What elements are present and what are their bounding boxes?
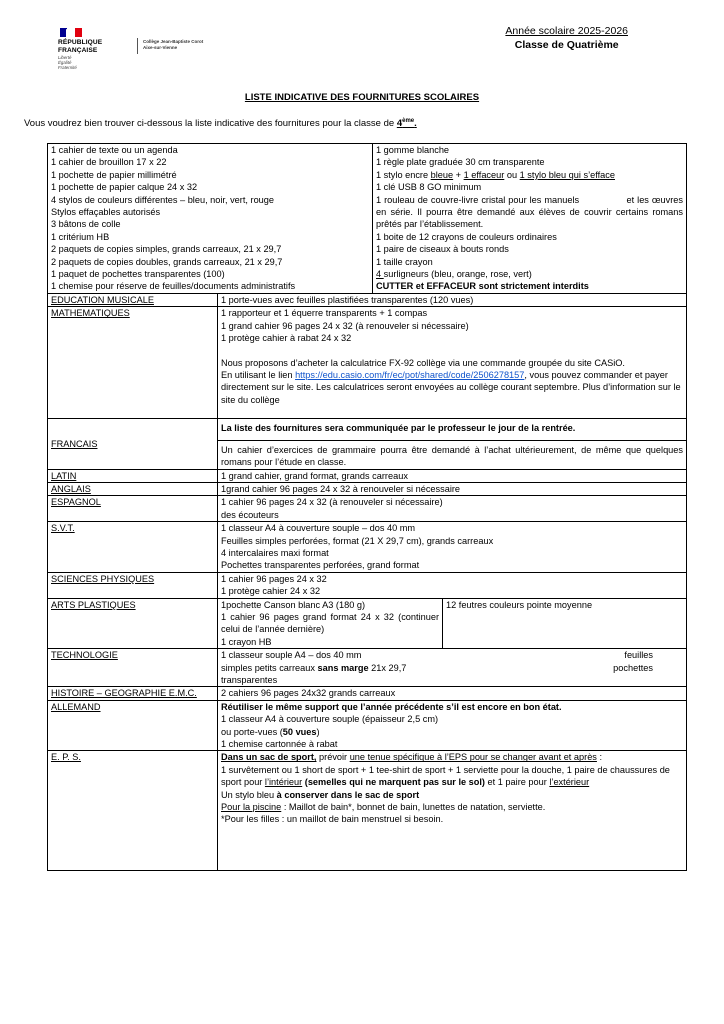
marianne-icon xyxy=(60,28,82,37)
subject-eps: E. P. S. xyxy=(48,751,218,871)
supplies-anglais: 1grand cahier 96 pages 24 x 32 à renouveler si nécessaire xyxy=(218,482,687,495)
supplies-allemand: Réutiliser le même support que l’année précédente s’il est encore en bon état. 1 classeur A4 à couverture souple (épaisseur 2,5 cm) ou porte-vues (50 vues) 1 chemise cartonnée à rabat xyxy=(218,700,687,751)
school-year: Année scolaire 2025-2026 xyxy=(505,25,628,37)
table-row xyxy=(48,469,687,482)
subject-musique: EDUCATION MUSICALE xyxy=(48,293,218,306)
list-item: 1 règle plate graduée 30 cm transparente xyxy=(376,157,545,168)
college-name: Collège Jean-Baptiste Corot Aixe-sur-Vienne xyxy=(143,39,204,50)
subject-latin: LATIN xyxy=(48,469,218,482)
subject-svt: S.V.T. xyxy=(48,522,218,573)
list-item: 1 gomme blanche xyxy=(376,145,450,155)
general-right xyxy=(373,144,687,293)
intro: Vous voudrez bien trouver ci-dessous la liste indicative des fournitures pour la classe de 4ème. xyxy=(24,118,417,130)
supplies-table xyxy=(47,143,687,871)
table-row xyxy=(48,482,687,495)
list-item: 2 paquets de copies doubles, grands carreaux, 21 x 29,7 xyxy=(51,256,283,267)
list-item: 1 pochette de papier calque 24 x 32 xyxy=(51,182,198,193)
header-right xyxy=(505,24,628,52)
supplies-histoire: 2 cahiers 96 pages 24x32 grands carreaux xyxy=(218,687,687,700)
table-row xyxy=(48,598,687,649)
list-item: 1 paquet de pochettes transparentes (100) xyxy=(51,269,225,280)
list-item: Stylos effaçables autorisés xyxy=(51,207,161,218)
table-row xyxy=(48,307,687,419)
table-row xyxy=(48,751,687,871)
supplies-svt: 1 classeur A4 à couverture souple – dos 40 mm Feuilles simples perforées, format (21 X 29,7 cm), grands carreaux 4 intercalaires maxi format Pochettes transparentes perforées, grand format xyxy=(218,522,687,573)
supplies-musique: 1 porte-vues avec feuilles plastifiées transparentes (120 vues) xyxy=(218,293,687,306)
list-item: 1 boite de 12 crayons de couleurs ordinaires xyxy=(376,231,557,242)
subject-espagnol: ESPAGNOL xyxy=(48,496,218,522)
list-item: 4 surligneurs (bleu, orange, rose, vert) xyxy=(376,269,532,280)
subject-anglais: ANGLAIS xyxy=(48,482,218,495)
list-item: 1 critérium HB xyxy=(51,231,110,242)
list-item: 1 pochette de papier millimétré xyxy=(51,169,177,180)
table-row xyxy=(48,522,687,573)
list-item: 1 chemise pour réserve de feuilles/documents administratifs xyxy=(51,281,296,292)
warning-text: CUTTER et EFFACEUR sont strictement interdits xyxy=(376,281,589,292)
list-item: 1 cahier de brouillon 17 x 22 xyxy=(51,157,167,168)
supplies-maths: 1 rapporteur et 1 équerre transparents + 1 compas 1 grand cahier 96 pages 24 x 32 (à renouveler si nécessaire) 1 protège cahier à rabat 24 x 32 Nous proposons d’acheter la calculatrice FX-92 collège via une commande groupée du site CASiO. En utilisant le lien https://edu.casio.com/fr/ec/pot/shared/code/2506278157, vous pouvez commander et payer directement sur le site. Les calculatrices seront envoyées au collège courant septembre. Plus d’information sur le site du collège xyxy=(218,307,687,419)
class-name: Classe de Quatrième xyxy=(514,39,619,51)
subject-francais: FRANCAIS xyxy=(48,419,218,469)
supplies-physique: 1 cahier 96 pages 24 x 32 1 protège cahier 24 x 32 xyxy=(218,572,687,598)
table-row xyxy=(48,293,687,306)
republique-logo xyxy=(58,28,238,76)
subject-physique: SCIENCES PHYSIQUES xyxy=(48,572,218,598)
list-item: 1 taille crayon xyxy=(376,256,433,267)
supplies-latin: 1 grand cahier, grand format, grands carreaux xyxy=(218,469,687,482)
motto: Liberté Égalité Fraternité xyxy=(58,55,77,70)
table-row xyxy=(48,700,687,751)
table-row xyxy=(48,649,687,687)
list-item: 1 rouleau de couvre-livre cristal pour les manuels et les œuvres en série. Il pourra être demandé aux élèves de couvrir certains romans prêtés par l’établissement. xyxy=(376,194,686,230)
table-row xyxy=(48,572,687,598)
list-item: 3 bâtons de colle xyxy=(51,219,121,230)
subject-techno: TECHNOLOGIE xyxy=(48,649,218,687)
logo-separator xyxy=(137,38,138,54)
casio-link[interactable]: https://edu.casio.com/fr/ec/pot/shared/code/2506278157 xyxy=(295,369,525,380)
subject-maths: MATHEMATIQUES xyxy=(48,307,218,419)
general-left xyxy=(48,144,373,293)
table-row xyxy=(48,419,687,469)
supplies-francais: La liste des fournitures sera communiquée par le professeur le jour de la rentrée. Un cahier d’exercices de grammaire pourra être demandé à l’achat ultérieurement, de même que quelques romans pour l’étude en classe. xyxy=(218,419,687,469)
supplies-espagnol: 1 cahier 96 pages 24 x 32 (à renouveler si nécessaire) des écouteurs xyxy=(218,496,687,522)
republique-text: RÉPUBLIQUE FRANÇAISE xyxy=(58,39,103,54)
supplies-techno: 1 classeur souple A4 – dos 40 mm feuilles simples petits carreaux sans marge 21x 29,7 pochettes transparentes xyxy=(218,649,687,687)
subject-arts: ARTS PLASTIQUES xyxy=(48,598,218,649)
general-row xyxy=(48,144,687,294)
list-item: 1 stylo encre bleue + 1 effaceur ou 1 stylo bleu qui s’efface xyxy=(376,169,615,180)
table-row xyxy=(48,687,687,700)
subject-histoire: HISTOIRE – GEOGRAPHIE E.M.C. xyxy=(48,687,218,700)
list-item: 1 paire de ciseaux à bouts ronds xyxy=(376,244,509,255)
list-item: 1 clé USB 8 GO minimum xyxy=(376,182,482,193)
general-inner xyxy=(48,144,686,293)
supplies-eps: Dans un sac de sport, prévoir une tenue spécifique à l’EPS pour se changer avant et après : 1 survêtement ou 1 short de sport + 1 tee-shirt de sport + 1 serviette pour la douche, 1 paire de chaussures de sport pour l’intérieur (semelles qui ne marquent pas sur le sol) et 1 paire pour l’extérieur Un stylo bleu à conserver dans le sac de sport Pour la piscine : Maillot de bain*, bonnet de bain, lunettes de natation, serviette. *Pour les filles : un maillot de bain menstruel si besoin. xyxy=(218,751,687,871)
supplies-arts: 1pochette Canson blanc A3 (180 g) 1 cahier 96 pages grand format 24 x 32 (continuer celui de l’année dernière) 1 crayon HB 12 feutres couleurs pointe moyenne xyxy=(218,598,687,649)
list-item: 2 paquets de copies simples, grands carreaux, 21 x 29,7 xyxy=(51,244,282,255)
page-title: LISTE INDICATIVE DES FOURNITURES SCOLAIRES xyxy=(244,92,480,103)
subject-allemand: ALLEMAND xyxy=(48,700,218,751)
list-item: 4 stylos de couleurs différentes – bleu, noir, vert, rouge xyxy=(51,194,275,205)
table-row xyxy=(48,496,687,522)
list-item: 1 cahier de texte ou un agenda xyxy=(51,145,178,155)
